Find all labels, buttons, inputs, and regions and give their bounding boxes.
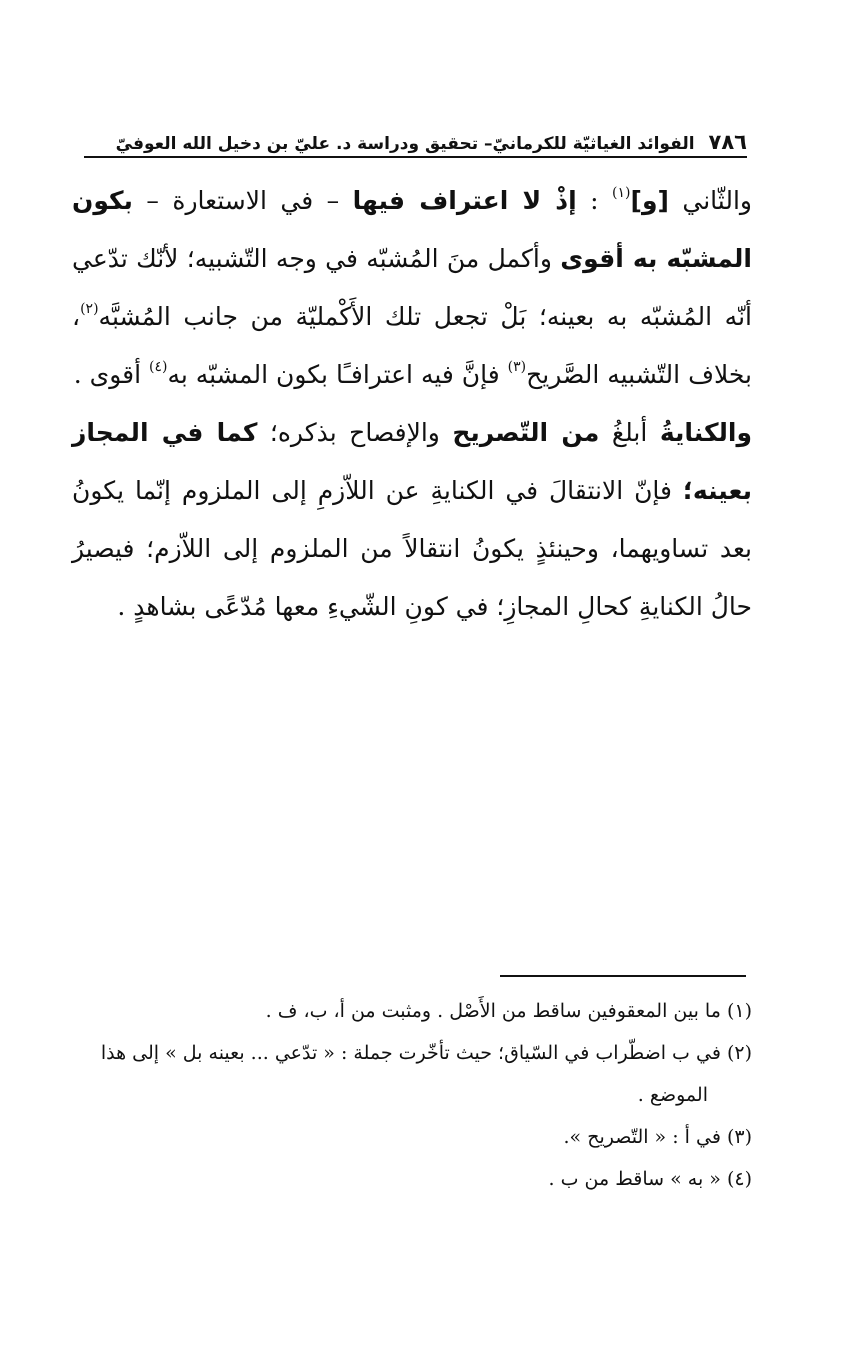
- text-run: والإفصاح بذكره؛: [257, 418, 453, 447]
- header-rule: [84, 156, 747, 158]
- bold-run: إذْ لا اعتراف فيها: [352, 186, 577, 215]
- footnote-ref-2: (٢): [80, 301, 99, 317]
- text-run: :: [576, 186, 613, 215]
- text-run: وأكمل منَ المُشبّه في وجه التّشبيه؛ لأنّك تدّعي أنّه المُشبّه به بعينه؛ بَلْ تجعل تلك الأَكْمليّة من جانب المُشبَّه: [72, 244, 752, 331]
- running-header: [84, 120, 747, 154]
- footnote-2-continued: الموضع .: [637, 1084, 708, 1106]
- footnote-3: (٣) في أ : « التّصريح ».: [563, 1126, 752, 1148]
- text-run: – في الاستعارة –: [132, 186, 353, 215]
- text-run: أقوى .: [73, 360, 149, 389]
- footnote-2: (٢) في ب اضطّراب في السّياق؛ حيث تأخّرت جملة : « تدّعي ... بعينه بل » إلى هذا: [100, 1042, 752, 1064]
- footnote-ref-3: (٣): [507, 359, 527, 375]
- bold-run: كما في المجاز بعينه؛: [72, 418, 752, 505]
- page-number: ٧٨٦: [708, 130, 747, 154]
- text-run: فإنّ الانتقالَ في الكنايةِ عن اللاّزمِ إلى الملزوم إنّما يكونُ بعد تساويهما، وحينئذٍ يكونُ انتقالاً من الملزوم إلى اللاّزم؛ فيصيرُ حالُ الكنايةِ كحالِ المجازِ؛ في كونِ الشّيءِ معها مُدّعًى بشاهدٍ .: [72, 476, 752, 621]
- running-title: الفوائد الغياثيّة للكرمانيّ– تحقيق ودراسة د. عليّ بن دخيل الله العوفيّ: [115, 134, 695, 154]
- footnote-ref-1: (١): [612, 185, 631, 201]
- text-run: أبلغُ: [599, 418, 660, 447]
- bold-run: من التّصريح: [452, 418, 600, 447]
- text-run: فإنَّ فيه اعترافـًا بكون المشبّه به: [167, 360, 508, 389]
- footnote-4: (٤) « به » ساقط من ب .: [548, 1168, 752, 1190]
- bold-run: بكون المشبّه به أقوى: [72, 186, 752, 273]
- main-text: [72, 172, 752, 636]
- bold-run: والكنايةُ: [659, 418, 752, 447]
- footnote-rule: [500, 975, 746, 977]
- paragraph-2: [72, 404, 752, 636]
- footnote-ref-4: (٤): [148, 359, 168, 375]
- footnote-1: (١) ما بين المعقوفين ساقط من الأَصْل . ومثبت من أ، ب، ف .: [265, 1000, 752, 1022]
- text-run: ، بخلاف التّشبيه الصَّريح: [72, 302, 752, 389]
- paragraph-1: [72, 172, 752, 404]
- bold-run: [و]: [630, 186, 669, 215]
- footnotes: [72, 990, 752, 1200]
- text-run: والثّاني: [668, 186, 752, 215]
